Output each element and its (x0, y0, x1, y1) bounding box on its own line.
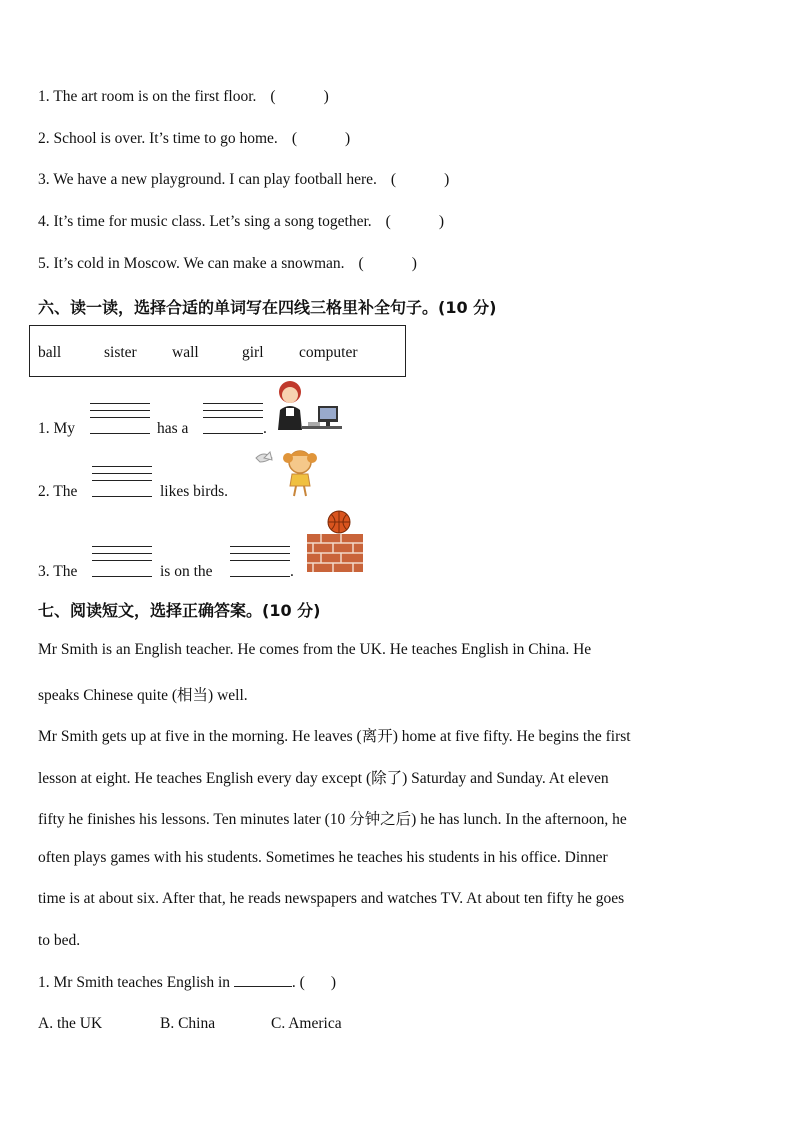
s6-q1-mid: has a (157, 420, 189, 437)
s7-question-1: 1. Mr Smith teaches English in . ( ) (38, 974, 336, 991)
passage-line: Mr Smith gets up at five in the morning. He leaves (离开) home at five fifty. He begins the first (38, 728, 631, 745)
ball-on-wall-picture (305, 510, 365, 574)
word-sister: sister (104, 344, 137, 361)
option-b[interactable]: B. China (160, 1015, 216, 1032)
judge-item-5: 5. It’s cold in Moscow. We can make a snowman. ( ) (38, 255, 417, 272)
option-a[interactable]: A. the UK (38, 1015, 103, 1032)
answer-parens[interactable]: ( ) (291, 130, 351, 147)
passage-line: speaks Chinese quite (相当) well. (38, 687, 248, 704)
option-c[interactable]: C. America (271, 1015, 342, 1032)
section6-title: 六、读一读，选择合适的单词写在四线三格里补全句子。(10 分) (38, 298, 497, 317)
s6-q3-mid: is on the (160, 563, 213, 580)
passage-line: fifty he finishes his lessons. Ten minutes later (10 分钟之后) he has lunch. In the afternoon, he (38, 811, 627, 828)
four-line-blank[interactable] (230, 546, 290, 576)
passage-line: to bed. (38, 932, 81, 949)
section7-title: 七、阅读短文，选择正确答案。(10 分) (38, 601, 321, 620)
passage-line: often plays games with his students. Sometimes he teaches his students in his office. Dinner (38, 849, 608, 866)
answer-parens[interactable]: ( ) (385, 213, 444, 230)
s6-q2-num: 2. The (38, 483, 78, 500)
word-computer: computer (299, 344, 358, 361)
s6-q3-num: 3. The (38, 563, 78, 580)
s6-q2-end: likes birds. (160, 483, 229, 500)
word-wall: wall (172, 344, 199, 361)
judge-item-2: 2. School is over. It’s time to go home. ( ) (38, 130, 351, 147)
judge-item-1: 1. The art room is on the first floor. ( ) (38, 88, 329, 105)
passage-line: lesson at eight. He teaches English every day except (除了) Saturday and Sunday. At eleven (38, 770, 609, 787)
answer-parens[interactable]: ( ) (358, 255, 417, 272)
passage-line: time is at about six. After that, he reads newspapers and watches TV. At about ten fifty he goes (38, 890, 625, 907)
four-line-blank[interactable] (90, 403, 150, 433)
judge-item-4: 4. It’s time for music class. Let’s sing a song together. ( ) (38, 213, 444, 230)
four-line-blank[interactable] (92, 546, 152, 576)
word-ball: ball (38, 344, 62, 361)
girl-and-bird-picture (252, 446, 322, 498)
judge-item-3: 3. We have a new playground. I can play football here. ( ) (38, 171, 450, 188)
answer-parens[interactable]: ( ) (390, 171, 450, 188)
answer-blank[interactable] (234, 974, 292, 987)
s6-q3-end: . (290, 563, 294, 580)
passage-line: Mr Smith is an English teacher. He comes from the UK. He teaches English in China. He (38, 641, 592, 658)
word-bank (29, 325, 406, 377)
answer-parens[interactable]: ( ) (270, 88, 329, 105)
s6-q1-end: . (263, 420, 267, 437)
word-girl: girl (242, 344, 264, 361)
four-line-blank[interactable] (203, 403, 263, 433)
four-line-blank[interactable] (92, 466, 152, 496)
s6-q1-num: 1. My (38, 420, 76, 437)
teacher-computer-picture (272, 378, 344, 436)
